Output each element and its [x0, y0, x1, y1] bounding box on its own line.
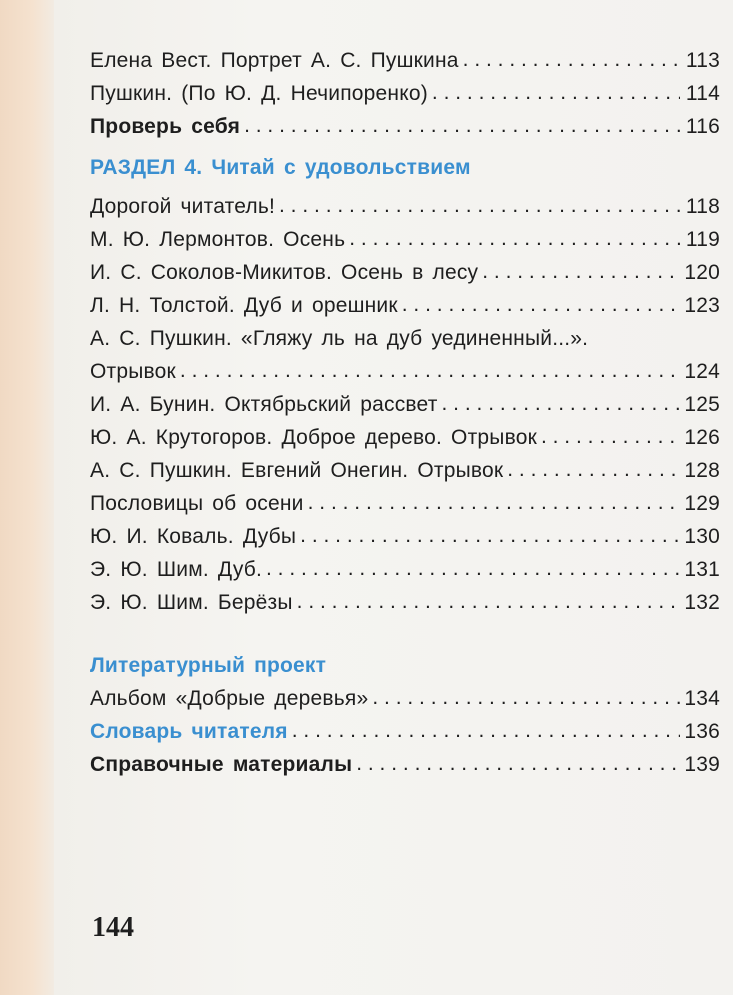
project-heading[interactable]	[90, 649, 720, 682]
page-number: 144	[92, 912, 134, 943]
toc-entry-page: 125	[684, 393, 720, 416]
toc-entry-page: 120	[684, 261, 720, 284]
toc-entry[interactable]	[90, 77, 720, 110]
toc-entry[interactable]	[90, 322, 720, 355]
dot-leader	[402, 288, 680, 321]
toc-entry-reference[interactable]	[90, 748, 720, 781]
toc-entry-title: И. С. Соколов-Микитов. Осень в лесу	[90, 261, 479, 284]
dot-leader	[349, 222, 680, 255]
toc-entry-page: 130	[684, 525, 720, 548]
toc-entry-page: 132	[684, 591, 720, 614]
toc-entry-title: Пушкин. (По Ю. Д. Нечипоренко)	[90, 82, 428, 105]
dot-leader	[541, 420, 680, 453]
toc-entry-page: 113	[685, 49, 720, 72]
toc-entry[interactable]	[90, 520, 720, 553]
toc-entry-title: Справочные материалы	[90, 753, 353, 776]
toc-entry[interactable]	[90, 190, 720, 223]
toc-entry-title: М. Ю. Лермонтов. Осень	[90, 228, 346, 251]
toc-entry-title: А. С. Пушкин. «Гляжу ль на дуб уединенный...».	[90, 327, 589, 350]
dot-leader	[432, 76, 680, 109]
toc-entry[interactable]	[90, 586, 720, 619]
toc-entry-title: И. А. Бунин. Октябрьский рассвет	[90, 393, 438, 416]
toc-entry-page: 136	[684, 720, 720, 743]
toc-entry-page: 134	[684, 687, 720, 710]
toc-entry-dictionary[interactable]	[90, 715, 720, 748]
toc-entry[interactable]	[90, 388, 720, 421]
toc-entry-page: 123	[684, 294, 720, 317]
toc-entry-title: Э. Ю. Шим. Берёзы	[90, 591, 293, 614]
toc-entry-project[interactable]	[90, 682, 720, 715]
toc-entry-title: Ю. А. Крутогоров. Доброе дерево. Отрывок	[90, 426, 537, 449]
toc-entry[interactable]	[90, 355, 720, 388]
toc-entry-page: 116	[685, 115, 720, 138]
toc-entry-page: 128	[684, 459, 720, 482]
toc-entry-page: 129	[684, 492, 720, 515]
dot-leader	[356, 747, 680, 780]
toc-entry-page: 114	[685, 82, 720, 105]
spacer	[90, 619, 720, 649]
toc-entry-title: Дорогой читатель!	[90, 195, 276, 218]
dot-leader	[372, 681, 680, 714]
toc-entry-title: А. С. Пушкин. Евгений Онегин. Отрывок	[90, 459, 504, 482]
dot-leader	[292, 714, 680, 747]
project-heading-title: Литературный проект	[90, 654, 327, 677]
toc-entry-check-yourself[interactable]	[90, 110, 720, 143]
toc-entry-title: Э. Ю. Шим. Дуб.	[90, 558, 263, 581]
toc-entry-title: Проверь себя	[90, 115, 241, 138]
toc-entry-page: 119	[685, 228, 720, 251]
dot-leader	[482, 255, 680, 288]
dot-leader	[180, 354, 680, 387]
toc-entry-title: Пословицы об осени	[90, 492, 304, 515]
toc-entry[interactable]	[90, 421, 720, 454]
dot-leader	[300, 519, 680, 552]
toc-entry-title: Елена Вест. Портрет А. С. Пушкина	[90, 49, 459, 72]
toc-entry[interactable]	[90, 289, 720, 322]
toc-entry-title: Л. Н. Толстой. Дуб и орешник	[90, 294, 398, 317]
toc-entry-title: Альбом «Добрые деревья»	[90, 687, 369, 710]
toc-entry[interactable]	[90, 487, 720, 520]
dot-leader	[244, 109, 680, 142]
dot-leader	[266, 552, 680, 585]
toc-entry-title: Ю. И. Коваль. Дубы	[90, 525, 297, 548]
table-of-contents	[90, 44, 720, 781]
dot-leader	[297, 585, 680, 618]
toc-entry-page: 139	[684, 753, 720, 776]
section-heading[interactable]	[90, 151, 720, 184]
toc-entry[interactable]	[90, 553, 720, 586]
toc-entry-page: 126	[684, 426, 720, 449]
toc-entry-page: 131	[684, 558, 720, 581]
section-heading-title: РАЗДЕЛ 4. Читай с удовольствием	[90, 156, 471, 179]
dot-leader	[507, 453, 680, 486]
toc-entry[interactable]	[90, 454, 720, 487]
toc-entry-title: Словарь читателя	[90, 720, 288, 743]
toc-entry-title: Отрывок	[90, 360, 176, 383]
toc-entry[interactable]	[90, 256, 720, 289]
toc-entry-page: 118	[685, 195, 720, 218]
toc-entry[interactable]	[90, 44, 720, 77]
dot-leader	[442, 387, 680, 420]
book-spine-shadow	[0, 0, 54, 995]
toc-entry-page: 124	[684, 360, 720, 383]
toc-entry[interactable]	[90, 223, 720, 256]
dot-leader	[279, 189, 680, 222]
dot-leader	[308, 486, 680, 519]
dot-leader	[463, 43, 680, 76]
